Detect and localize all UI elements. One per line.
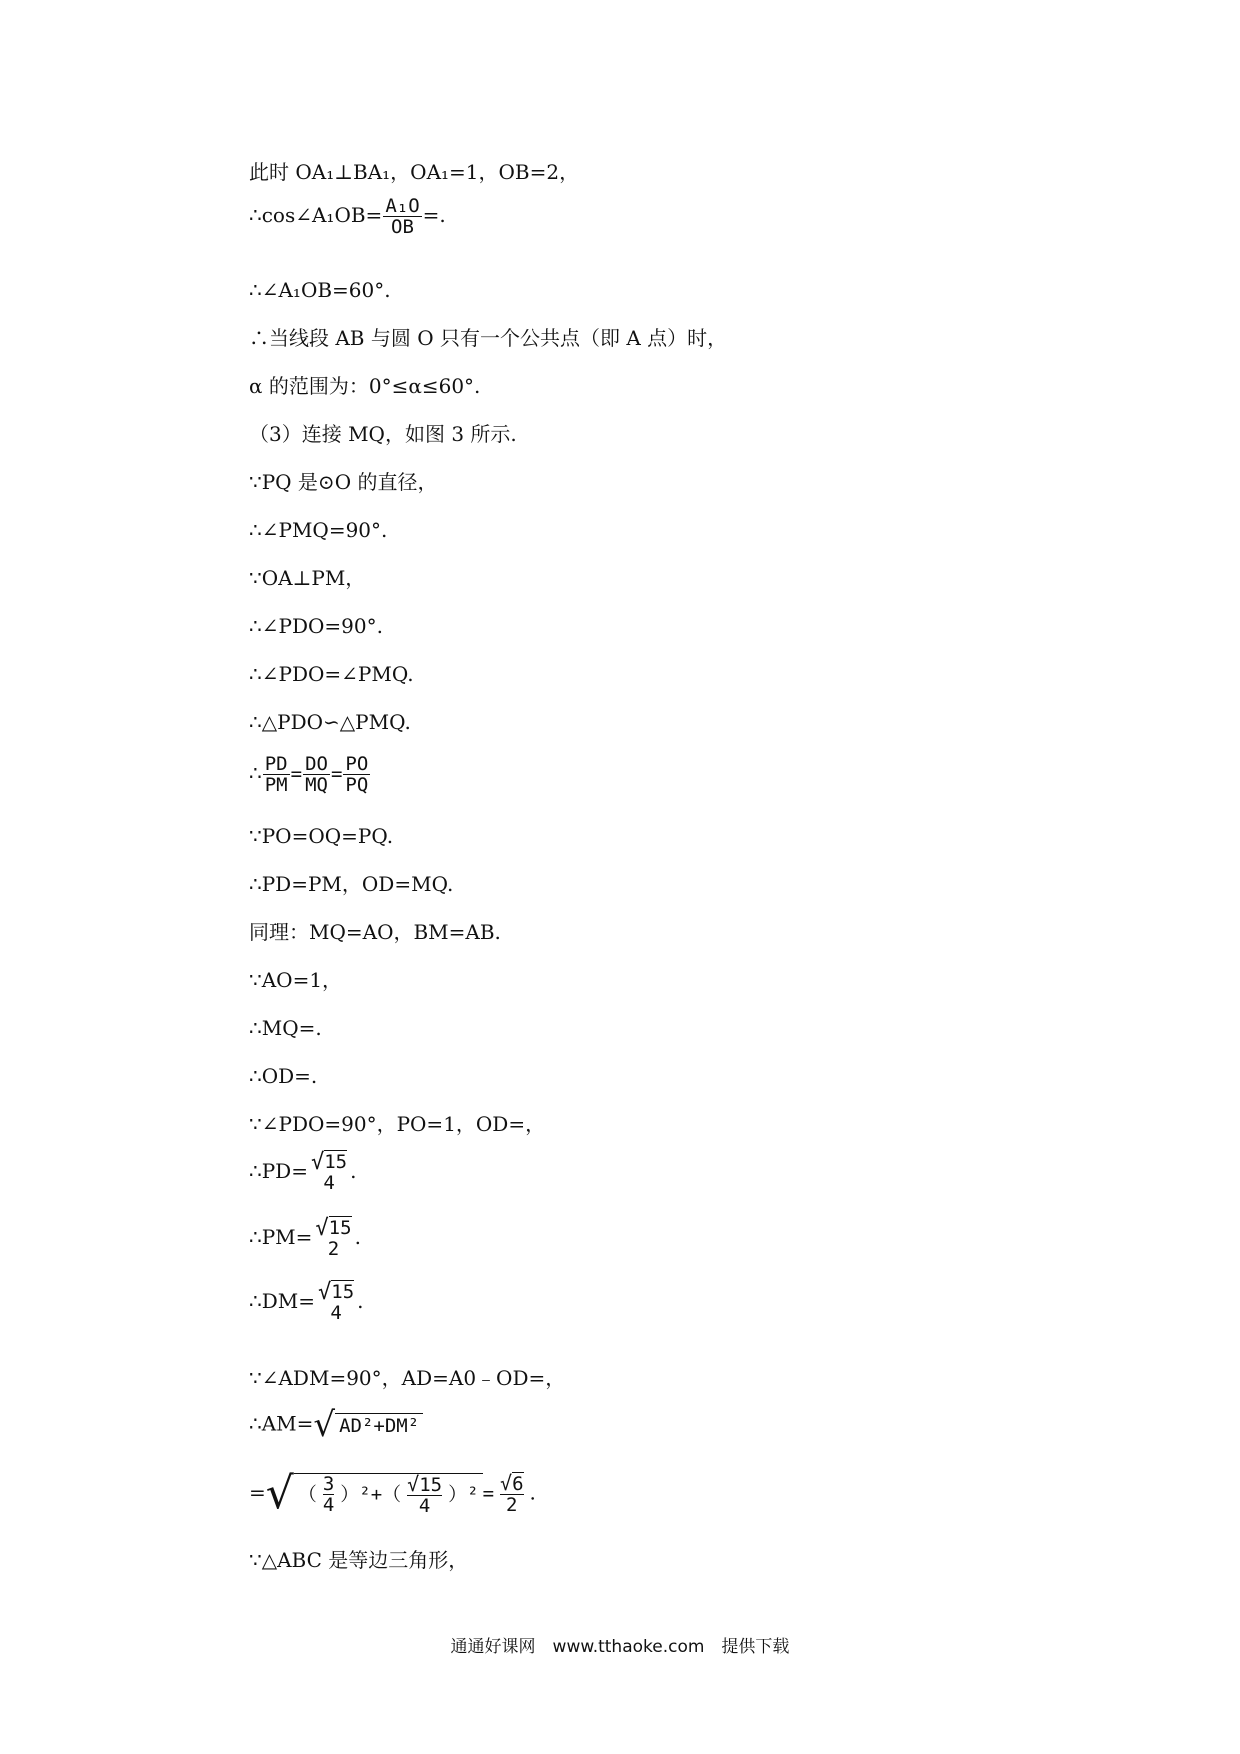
radicand: 15 [324,1151,348,1173]
fraction-numerator [316,1279,356,1305]
text-line: ∵PQ 是⊙O 的直径， [249,470,438,494]
text-segment: ∴PM= [249,1224,313,1249]
text-line-ratio-fractions [249,754,371,795]
text-segment: . [529,1480,536,1505]
text-segment: =. [422,203,446,227]
text-segment: ∴PD= [249,1158,308,1183]
square-root-icon: √ [315,1215,329,1241]
fraction [263,754,290,795]
fraction [323,1474,334,1515]
paren-close-square: ）² [448,1483,479,1505]
fraction-numerator: PO [345,753,369,775]
text-line: ∴∠PDO=90°. [249,614,383,638]
square-root-icon: √ [407,1471,420,1496]
fraction [343,754,370,795]
fraction-numerator: PD [264,753,288,775]
text-line: （3）连接 MQ，如图 3 所示. [249,422,517,446]
square-root-icon: √ [265,1468,294,1519]
fraction-denominator: 4 [407,1495,442,1516]
fraction-numerator: 3 [322,1473,335,1495]
text-line: 此时 OA₁⊥BA₁，OA₁=1，OB=2， [249,160,580,184]
text-line: ∵△ABC 是等边三角形， [249,1548,469,1572]
radicand: 15 [328,1217,352,1239]
text-line: ∵PO=OQ=PQ. [249,824,394,848]
paren-close-square-plus: ）²+（ [340,1483,402,1505]
text-line: ∵∠ADM=90°，AD=A0﹣OD=， [249,1366,566,1390]
text-line: ∴PD=PM，OD=MQ. [249,872,454,896]
paren-open: （ [297,1483,317,1505]
square-root-icon: √ [313,1405,336,1445]
fraction [313,1215,353,1260]
equals-sign: = [330,763,343,785]
text-line: ∴△PDO∽△PMQ. [249,710,411,734]
text-line: ∴∠A₁OB=60°. [249,278,391,302]
text-line-am-evaluation [249,1468,536,1519]
text-line: ∴MQ=. [249,1016,322,1040]
text-line-dm-value [249,1279,364,1324]
fraction-denominator: MQ [305,774,328,796]
text-line-pm-value [249,1215,361,1260]
page-footer: 通通好课网 www.tthaoke.com 提供下载 [450,1637,790,1657]
fraction-denominator: 4 [322,1494,335,1516]
fraction-numerator [309,1149,349,1175]
radicand [294,1473,483,1516]
fraction-denominator: PM [264,774,288,796]
text-line: ∴∠PDO=∠PMQ. [249,662,414,686]
fraction-denominator: PQ [345,774,369,796]
fraction-numerator [500,1473,524,1494]
square-root-icon: √ [310,1149,325,1175]
text-line: 同理：MQ=AO，BM=AB. [249,920,501,944]
text-line-am-radical [249,1405,423,1445]
text-line-pd-value [249,1149,357,1194]
text-segment: ∴DM= [249,1288,315,1313]
text-segment: ∴AM= [249,1411,314,1436]
fraction [383,196,421,237]
square-root-icon: √ [318,1279,332,1305]
fraction [500,1473,524,1515]
fraction-denominator: 2 [500,1494,524,1515]
text-line: ∵OA⊥PM， [249,566,366,590]
fraction-denominator: 4 [330,1301,342,1324]
equals-sign: = [482,1482,495,1505]
text-line: α 的范围为：0°≤α≤60°. [249,374,481,398]
text-line-cos-fraction [249,196,446,237]
radicand: 6 [512,1473,524,1495]
text-line: ∴OD=. [249,1064,318,1088]
text-segment: . [350,1158,357,1183]
text-line: ∴当线段 AB 与圆 O 只有一个公共点（即 A 点）时， [249,326,728,350]
fraction-denominator: OB [383,216,421,237]
fraction [303,754,330,795]
text-line: ∵∠PDO=90°，PO=1，OD=， [249,1112,546,1136]
fraction-numerator: A₁O [385,195,420,217]
radicand: 15 [331,1281,355,1303]
radicand: AD²+DM² [335,1413,423,1438]
fraction-numerator: DO [305,753,328,775]
text-segment: . [354,1224,361,1249]
radicand: 15 [419,1473,443,1496]
fraction-denominator: 2 [327,1237,340,1260]
text-segment: = [249,1480,266,1505]
fraction-numerator [313,1215,353,1241]
square-root-icon: √ [500,1471,513,1495]
text-line: ∵AO=1， [249,968,343,992]
equals-sign: = [290,763,303,785]
fraction [316,1279,356,1324]
text-segment: ∴cos∠A₁OB= [249,203,383,227]
fraction [309,1149,349,1194]
fraction-numerator [407,1471,443,1496]
text-segment: ∴ [249,761,262,785]
fraction-denominator: 4 [323,1171,335,1194]
text-segment: . [357,1288,364,1313]
text-line: ∴∠PMQ=90°. [249,518,388,542]
fraction [407,1471,443,1517]
